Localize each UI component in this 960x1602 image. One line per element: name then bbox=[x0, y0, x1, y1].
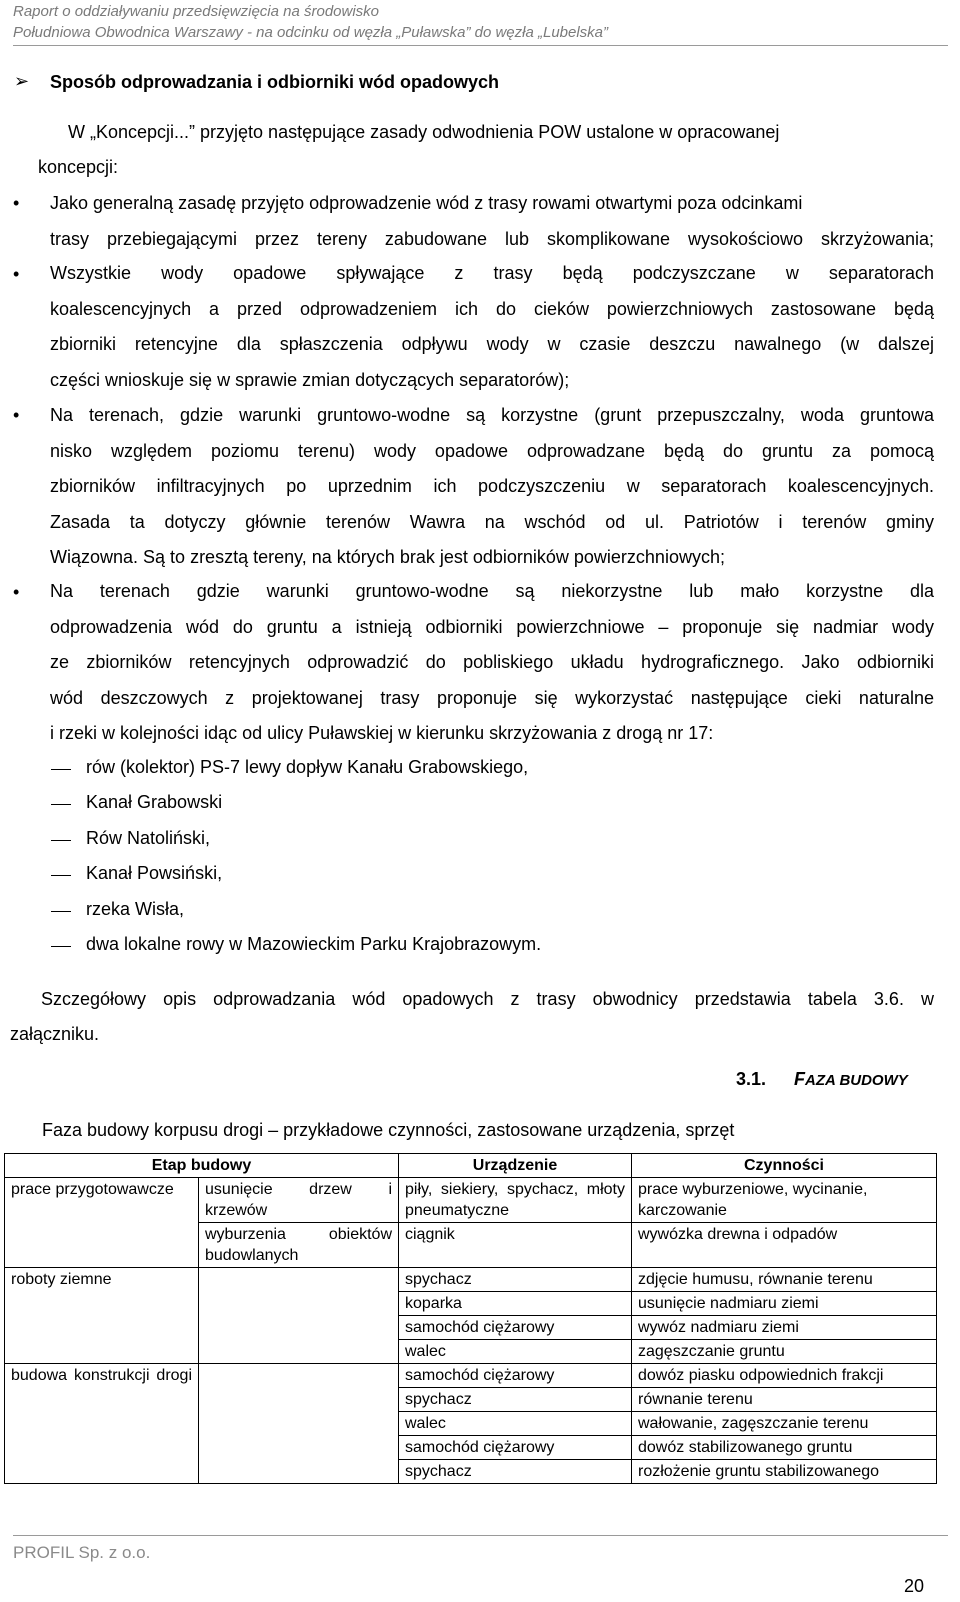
bullet-line: Wiązowna. Są to zresztą tereny, na których brak jest odbiorników powierzchniowych; bbox=[50, 547, 725, 567]
outro-line: Szczegółowy opis odprowadzania wód opadowych z trasy obwodnicy przedstawia tabela 3.6. w bbox=[41, 989, 934, 1009]
header-report-title: Raport o oddziaływaniu przedsięwzięcia na środowisko bbox=[13, 3, 380, 20]
table-cell bbox=[199, 1436, 399, 1460]
header-divider bbox=[13, 45, 948, 46]
table-row bbox=[5, 1268, 937, 1292]
table-cell: samochód ciężarowy bbox=[399, 1364, 632, 1388]
receiver-item: Kanał Grabowski bbox=[86, 792, 223, 812]
table-cell: walec bbox=[399, 1412, 632, 1436]
receiver-item: dwa lokalne rowy w Mazowieckim Parku Krajobrazowym. bbox=[86, 934, 542, 954]
subsection-number: 3.1. bbox=[736, 1069, 767, 1089]
bullet-line: ze zbiorników retencyjnych odprowadzić do pobliskiego układu hydrograficznego. Jako odbiorniki bbox=[50, 652, 934, 672]
table-header-row bbox=[5, 1154, 937, 1178]
receiver-item: rów (kolektor) PS-7 lewy dopływ Kanału Grabowskiego, bbox=[86, 757, 529, 777]
table-cell: budowa konstrukcji drogi bbox=[5, 1364, 199, 1388]
table-row bbox=[5, 1223, 937, 1268]
bullet-line: wód deszczowych z projektowanej trasy proponuje się wykorzystać następujące cieki naturalne bbox=[50, 687, 934, 708]
table-row bbox=[5, 1388, 937, 1412]
table-row bbox=[5, 1460, 937, 1484]
header-stage: Etap budowy bbox=[5, 1154, 399, 1178]
table-row bbox=[5, 1436, 937, 1460]
table-cell: koparka bbox=[399, 1292, 632, 1316]
table-cell bbox=[199, 1412, 399, 1436]
page-number: 20 bbox=[904, 1576, 925, 1596]
table-row bbox=[5, 1316, 937, 1340]
footer-company: PROFIL Sp. z o.o. bbox=[13, 1543, 151, 1562]
footer-divider bbox=[13, 1535, 948, 1536]
outro-line-end: załączniku. bbox=[10, 1024, 100, 1044]
bullet-paragraph bbox=[50, 256, 934, 398]
bullet-paragraph bbox=[50, 186, 934, 257]
table-cell bbox=[199, 1388, 399, 1412]
receiver-item: Kanał Powsiński, bbox=[86, 863, 223, 883]
bullet-paragraph bbox=[50, 398, 934, 576]
header-road-section: Południowa Obwodnica Warszawy - na odcinku od węzła „Puławska” do węzła „Lubelska” bbox=[13, 24, 609, 41]
table-row bbox=[5, 1412, 937, 1436]
subsection-title bbox=[794, 1069, 908, 1090]
table-cell: samochód ciężarowy bbox=[399, 1316, 632, 1340]
table-cell: samochód ciężarowy bbox=[399, 1436, 632, 1460]
receiver-item: Rów Natoliński, bbox=[86, 828, 211, 848]
bullet-line: Jako generalną zasadę przyjęto odprowadzenie wód z trasy rowami otwartymi poza odcinkami bbox=[50, 193, 803, 213]
table-cell bbox=[199, 1316, 399, 1340]
bullet-line: Na terenach gdzie warunki gruntowo-wodne są niekorzystne lub mało korzystne dla bbox=[50, 581, 934, 601]
dash-icon bbox=[51, 875, 71, 876]
table-cell: zagęszczanie gruntu bbox=[632, 1340, 937, 1364]
table-row bbox=[5, 1178, 937, 1223]
bullet-line: Na terenach, gdzie warunki gruntowo-wodne są korzystne (grunt przepuszczalny, woda gruntowa bbox=[50, 405, 934, 425]
table-cell bbox=[5, 1388, 199, 1412]
header-equipment: Urządzenie bbox=[399, 1154, 632, 1178]
bullet-icon: • bbox=[13, 264, 20, 284]
dash-icon bbox=[51, 804, 71, 805]
table-cell bbox=[199, 1292, 399, 1316]
bullet-icon: • bbox=[13, 582, 20, 602]
table-cell bbox=[199, 1340, 399, 1364]
table-cell bbox=[199, 1364, 399, 1388]
dash-icon bbox=[51, 840, 71, 841]
table-cell bbox=[199, 1268, 399, 1292]
table-cell: ciągnik bbox=[399, 1223, 632, 1268]
table-cell: spychacz bbox=[399, 1460, 632, 1484]
table-cell: wywóz nadmiaru ziemi bbox=[632, 1316, 937, 1340]
table-cell: równanie terenu bbox=[632, 1388, 937, 1412]
bullet-line: Zasada ta dotyczy głównie terenów Wawra na wschód od ul. Patriotów i terenów gminy bbox=[50, 511, 934, 532]
bullet-line: odprowadzenia wód do gruntu a istnieją odbiorniki powierzchniowe – proponuje się nadmiar wody bbox=[50, 616, 934, 637]
table-cell: wałowanie, zagęszczanie terenu bbox=[632, 1412, 937, 1436]
table-cell bbox=[5, 1460, 199, 1484]
table-cell: usunięcie drzew i krzewów bbox=[199, 1178, 399, 1223]
dash-icon bbox=[51, 911, 71, 912]
bullet-paragraph bbox=[50, 574, 934, 752]
table-cell bbox=[199, 1460, 399, 1484]
table-cell: dowóz stabilizowanego gruntu bbox=[632, 1436, 937, 1460]
table-row bbox=[5, 1292, 937, 1316]
intro-paragraph-end: koncepcji: bbox=[38, 157, 119, 177]
bullet-line: i rzeki w kolejności idąc od ulicy Puławskiej w kierunku skrzyżowania z drogą nr 17: bbox=[50, 723, 714, 743]
bullet-line: Wszystkie wody opadowe spływające z trasy będą podczyszczane w separatorach bbox=[50, 263, 934, 283]
table-cell: spychacz bbox=[399, 1388, 632, 1412]
table-cell: rozłożenie gruntu stabilizowanego bbox=[632, 1460, 937, 1484]
table-row bbox=[5, 1340, 937, 1364]
bullet-icon: • bbox=[13, 405, 20, 425]
subsection-title-rest: AZA BUDOWY bbox=[805, 1072, 908, 1089]
table-caption: Faza budowy korpusu drogi – przykładowe czynności, zastosowane urządzenia, sprzęt bbox=[42, 1120, 735, 1140]
table-cell: prace wyburzeniowe, wycinanie, karczowanie bbox=[632, 1178, 937, 1223]
outro-paragraph bbox=[38, 982, 934, 1018]
bullet-line: nisko względem poziomu terenu) wody opadowe odprowadzane będą do gruntu za pomocą bbox=[50, 440, 934, 461]
table-cell bbox=[5, 1316, 199, 1340]
bullet-line: koalescencyjnych a przed odprowadzeniem ich do cieków powierzchniowych zastosowane będą bbox=[50, 298, 934, 319]
receiver-item: rzeka Wisła, bbox=[86, 899, 185, 919]
table-cell: spychacz bbox=[399, 1268, 632, 1292]
bullet-line: części wnioskuje się w sprawie zmian dotyczących separatorów); bbox=[50, 369, 570, 390]
table-cell bbox=[5, 1412, 199, 1436]
table-cell: usunięcie nadmiaru ziemi bbox=[632, 1292, 937, 1316]
table-cell: roboty ziemne bbox=[5, 1268, 199, 1292]
dash-icon bbox=[51, 946, 71, 947]
construction-table bbox=[4, 1153, 937, 1484]
table-cell: prace przygotowawcze bbox=[5, 1178, 199, 1223]
intro-line-1: W „Koncepcji...” przyjęto następujące zasady odwodnienia POW ustalone w opracowanej bbox=[68, 122, 780, 142]
bullet-icon: • bbox=[13, 193, 20, 213]
section-title: Sposób odprowadzania i odbiorniki wód opadowych bbox=[50, 72, 500, 92]
table-cell: zdjęcie humusu, równanie terenu bbox=[632, 1268, 937, 1292]
bullet-line: trasy przebiegającymi przez tereny zabudowane lub skomplikowane wysokościowo skrzyżowania; bbox=[50, 228, 934, 249]
table-cell: dowóz piasku odpowiednich frakcji bbox=[632, 1364, 937, 1388]
table-cell: wywózka drewna i odpadów bbox=[632, 1223, 937, 1268]
table-cell bbox=[5, 1292, 199, 1316]
bullet-line: zbiorników infiltracyjnych po uprzednim ich podczyszczeniu w separatorach koalescencyjnych. bbox=[50, 476, 934, 496]
table-cell: piły, siekiery, spychacz, młoty pneumatyczne bbox=[399, 1178, 632, 1223]
table-cell bbox=[5, 1340, 199, 1364]
table-cell bbox=[5, 1436, 199, 1460]
bullet-line: zbiorniki retencyjne dla spłaszczenia odpływu wody w czasie deszczu nawalnego (w dalszej bbox=[50, 334, 934, 354]
header-activities: Czynności bbox=[632, 1154, 937, 1178]
intro-paragraph bbox=[38, 115, 934, 151]
dash-icon bbox=[51, 769, 71, 770]
table-cell bbox=[5, 1223, 199, 1268]
subsection-title-initial: F bbox=[794, 1069, 805, 1089]
table-row bbox=[5, 1364, 937, 1388]
arrow-bullet-icon: ➢ bbox=[14, 71, 30, 91]
table-cell: wyburzenia obiektów budowlanych bbox=[199, 1223, 399, 1268]
table-cell: walec bbox=[399, 1340, 632, 1364]
